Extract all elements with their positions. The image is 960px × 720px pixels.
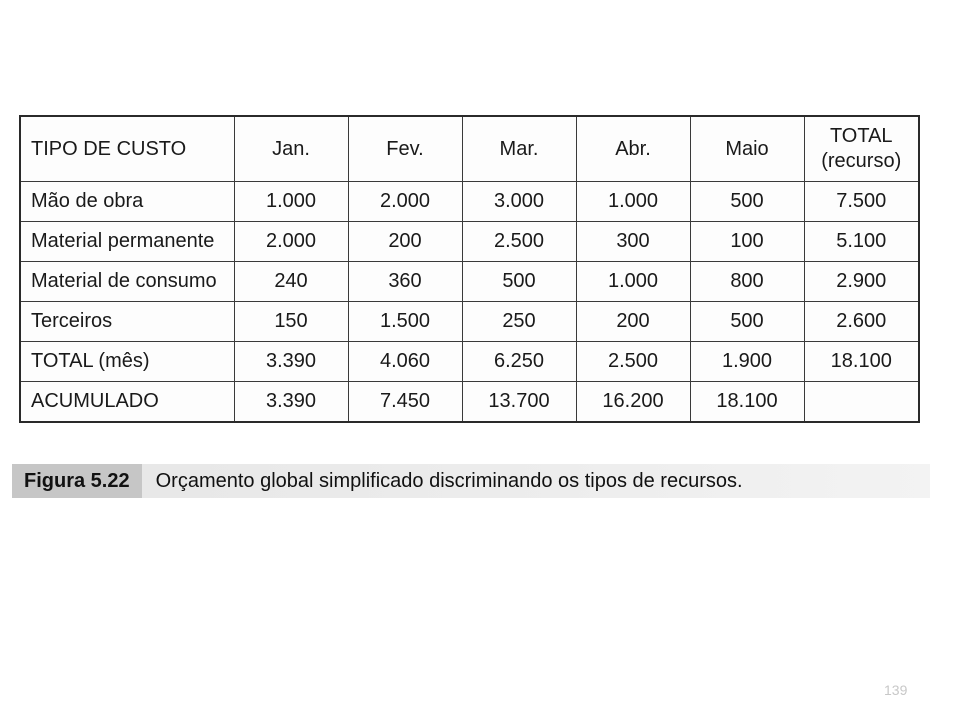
table-cell: 2.500 (462, 222, 576, 262)
column-header-jan: Jan. (234, 116, 348, 182)
figure-caption-text: Orçamento global simplificado discriminando os tipos de recursos. (155, 469, 743, 492)
table-cell: 2.000 (348, 182, 462, 222)
table-cell: 300 (576, 222, 690, 262)
table-cell: 100 (690, 222, 804, 262)
table-cell: 1.000 (576, 262, 690, 302)
column-header-may: Maio (690, 116, 804, 182)
table-row (20, 182, 919, 222)
table-cell: 240 (234, 262, 348, 302)
table-cell-total: 2.900 (804, 262, 919, 302)
page-number: 139 (884, 682, 908, 698)
table-cell: 3.390 (234, 342, 348, 382)
row-label: Terceiros (20, 302, 234, 342)
figure-caption (12, 464, 930, 498)
budget-table (19, 115, 920, 423)
table-cell-total (804, 382, 919, 423)
table-cell: 1.500 (348, 302, 462, 342)
table-cell: 1.000 (576, 182, 690, 222)
table-header-row (20, 116, 919, 182)
table-cell-total: 5.100 (804, 222, 919, 262)
table-row (20, 262, 919, 302)
table-cell: 1.000 (234, 182, 348, 222)
table-cell: 250 (462, 302, 576, 342)
table-cell: 4.060 (348, 342, 462, 382)
column-header-mar: Mar. (462, 116, 576, 182)
table-cell: 16.200 (576, 382, 690, 423)
row-label: Material permanente (20, 222, 234, 262)
table-cell: 500 (462, 262, 576, 302)
table-row (20, 222, 919, 262)
table-row (20, 382, 919, 423)
table-row (20, 302, 919, 342)
column-header-apr: Abr. (576, 116, 690, 182)
table-cell: 800 (690, 262, 804, 302)
table-cell: 3.390 (234, 382, 348, 423)
total-header-line1: TOTAL (829, 125, 893, 147)
table-cell-total: 7.500 (804, 182, 919, 222)
table-cell: 200 (576, 302, 690, 342)
table-cell: 6.250 (462, 342, 576, 382)
column-header-total (804, 116, 919, 182)
table-cell: 3.000 (462, 182, 576, 222)
row-label: Material de consumo (20, 262, 234, 302)
table-cell: 13.700 (462, 382, 576, 423)
table-row (20, 342, 919, 382)
table-cell: 500 (690, 182, 804, 222)
table-cell: 360 (348, 262, 462, 302)
row-label: ACUMULADO (20, 382, 234, 423)
table-cell-total: 2.600 (804, 302, 919, 342)
row-label: TOTAL (mês) (20, 342, 234, 382)
table-cell: 200 (348, 222, 462, 262)
table-cell: 7.450 (348, 382, 462, 423)
table-cell-total: 18.100 (804, 342, 919, 382)
table-cell: 2.000 (234, 222, 348, 262)
table-cell: 2.500 (576, 342, 690, 382)
row-label: Mão de obra (20, 182, 234, 222)
table-cell: 1.900 (690, 342, 804, 382)
table-cell: 150 (234, 302, 348, 342)
column-header-cost-type: TIPO DE CUSTO (20, 116, 234, 182)
total-header-line2: (recurso) (821, 150, 902, 172)
column-header-feb: Fev. (348, 116, 462, 182)
budget-table-wrapper (19, 115, 920, 423)
table-cell: 18.100 (690, 382, 804, 423)
table-cell: 500 (690, 302, 804, 342)
figure-label: Figura 5.22 (12, 464, 142, 498)
